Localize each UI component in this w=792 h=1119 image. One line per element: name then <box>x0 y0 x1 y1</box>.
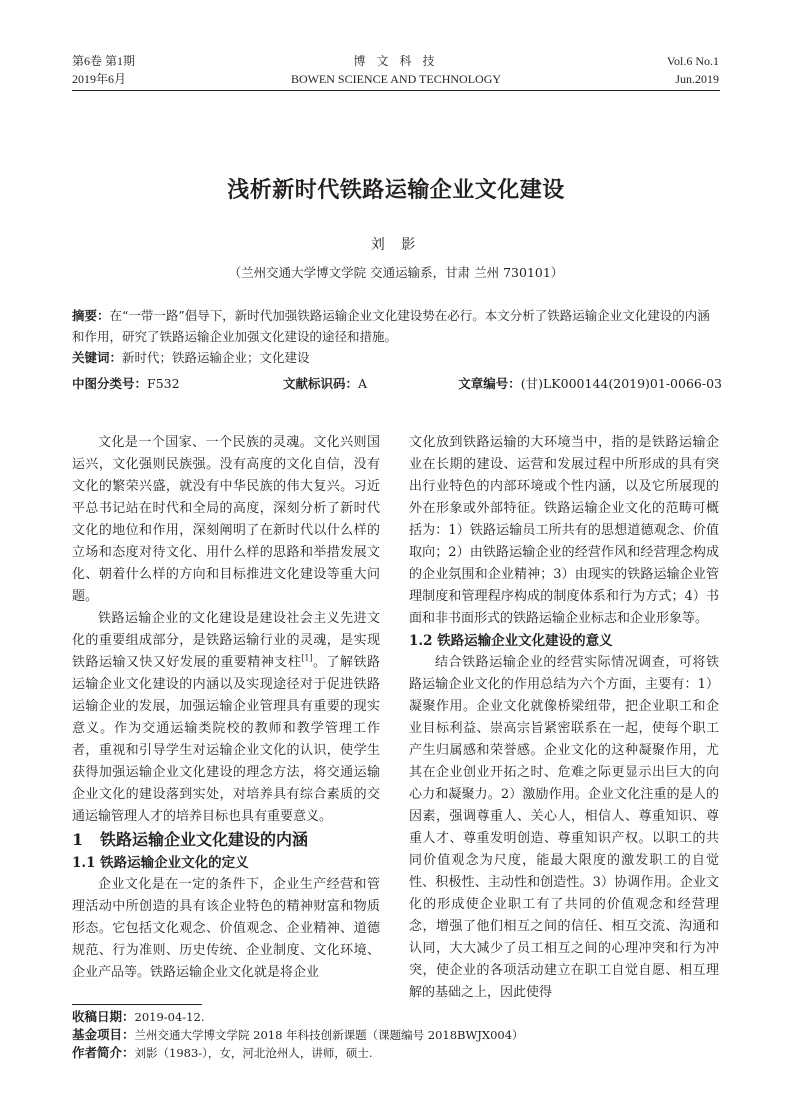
document-code: 文献标识码：A <box>283 376 368 391</box>
keywords-text: 新时代；铁路运输企业；文化建设 <box>122 350 310 365</box>
paragraph: 结合铁路运输企业的经营实际情况调查，可将铁路运输企业文化的作用总结为六个方面，主要有：1）凝聚作用。企业文化就像桥梁纽带，把企业职工和企业目标利益、崇高宗旨紧密联系在一起，使每个职工产生归属感和荣誉感。企业文化的这种凝聚作用，尤其在企业创业开拓之时、危难之际更显示出巨大的向心力和凝聚力。2）激励作用。企业文化注重的是人的因素，强调尊重人、关心人，相信人、尊重知识、尊重人才、尊重发明创造、尊重知识产权。以职工的共同价值观念为尺度，能最大限度的激发职工的自觉性、积极性、主动性和创造性。3）协调作用。企业文化的形成使企业职工有了共同的价值观念和经营理念，增强了他们相互之间的信任、相互交流、沟通和认同，大大减少了员工相互之间的心理冲突和行为冲突，使企业的各项活动建立在职工自觉自愿、相互理解的基础之上，因此使得 <box>409 655 719 1000</box>
paragraph: 文化放到铁路运输的大环境当中，指的是铁路运输企业在长期的建设、运营和发展过程中所形成的具有突出行业特色的内部环境或个性内涵，以及它所展现的外在形象或外部特征。铁路运输企业文化的范畴可概括为：1）铁路运输员工所共有的思想道德观念、价值取向；2）由铁路运输企业的经营作风和经营理念构成的企业氛围和企业精神；3）由现实的铁路运输企业管理制度和管理程序构成的制度体系和行为方式；4）书面和非书面形式的铁路运输企业标志和企业形象等。 <box>409 435 719 626</box>
keywords-label: 关键词： <box>72 350 123 365</box>
subsection-heading: 1.1 铁路运输企业文化的定义 <box>72 855 249 871</box>
paragraph: 文化是一个国家、一个民族的灵魂。文化兴则国运兴，文化强则民族强。没有高度的文化自信，没有文化的繁荣兴盛，就没有中华民族的伟大复兴。习近平总书记站在时代和全局的高度，深刻分析了新时代文化的地位和作用，深刻阐明了在新时代以什么样的立场和态度对待文化、用什么样的思路和举措发展文化、朝着什么样的方向和目标推进文化建设等重大问题。 <box>72 435 380 604</box>
subsection-heading: 1.2 铁路运输企业文化建设的意义 <box>409 633 613 649</box>
classification-row <box>72 373 722 394</box>
header-rule <box>72 90 720 91</box>
abstract-label: 摘要： <box>72 308 110 323</box>
body-column-left <box>72 432 380 984</box>
volume-issue-en: Vol.6 No.1 <box>666 54 719 68</box>
fund-project: 基金项目：兰州交通大学博文学院 2018 年科技创新课题（课题编号 2018BWJX004） <box>72 1027 524 1042</box>
abstract-text: 在“一带一路”倡导下，新时代加强铁路运输企业文化建设势在必行。本文分析了铁路运输企业文化建设的内涵和作用，研究了铁路运输企业加强文化建设的途径和措施。 <box>72 308 710 344</box>
footnotes <box>72 1008 722 1062</box>
running-header-right <box>667 52 719 88</box>
keywords <box>72 347 722 368</box>
abstract <box>72 305 722 347</box>
article-author: 刘 影 <box>370 237 422 253</box>
article-number: 文章编号：(甘)LK000144(2019)01-0066-03 <box>458 376 722 391</box>
paragraph: 铁路运输企业的文化建设是建设社会主义先进文化的重要组成部分，是铁路运输行业的灵魂，是实现铁路运输又快又好发展的重要精神支柱[1]。了解铁路运输企业文化建设的内涵以及实现途径对于促进铁路运输企业的发展，加强运输企业管理具有重要的现实意义。作为交通运输类院校的教师和教学管理工作者，重视和引导学生对运输企业文化的认识，使学生获得加强运输企业文化建设的理念方法，将交通运输企业文化的建设落到实处，对培养具有综合素质的交通运输管理人才的培养目标也具有重要意义。 <box>72 611 380 824</box>
volume-issue-cn: 第6卷 第1期 <box>72 54 136 68</box>
received-date: 收稿日期：2019-04-12. <box>72 1009 205 1024</box>
journal-name-cn: 博 文 科 技 <box>353 54 439 68</box>
body-column-right <box>409 432 719 1004</box>
article-title: 浅析新时代铁路运输企业文化建设 <box>227 177 565 203</box>
author-affiliation: （兰州交通大学博文学院 交通运输系，甘肃 兰州 730101） <box>228 265 564 280</box>
paragraph: 企业文化是在一定的条件下，企业生产经营和管理活动中所创造的具有该企业特色的精神财富和物质形态。它包括文化观念、价值观念、企业精神、道德规范、行为准则、历史传统、企业制度、文化环境、企业产品等。铁路运输企业文化就是将企业 <box>72 877 380 980</box>
citation: [1] <box>301 653 313 663</box>
abstract-block <box>72 305 722 368</box>
footnote-rule <box>72 1004 202 1005</box>
clc-number: 中图分类号：F532 <box>72 376 180 391</box>
date-en: Jun.2019 <box>675 72 719 86</box>
journal-name-en: BOWEN SCIENCE AND TECHNOLOGY <box>290 72 502 86</box>
author-bio: 作者简介：刘影（1983-），女，河北沧州人，讲师，硕士. <box>72 1045 373 1060</box>
date-cn: 2019年6月 <box>72 72 127 86</box>
section-heading: 1 铁路运输企业文化建设的内涵 <box>72 830 309 849</box>
